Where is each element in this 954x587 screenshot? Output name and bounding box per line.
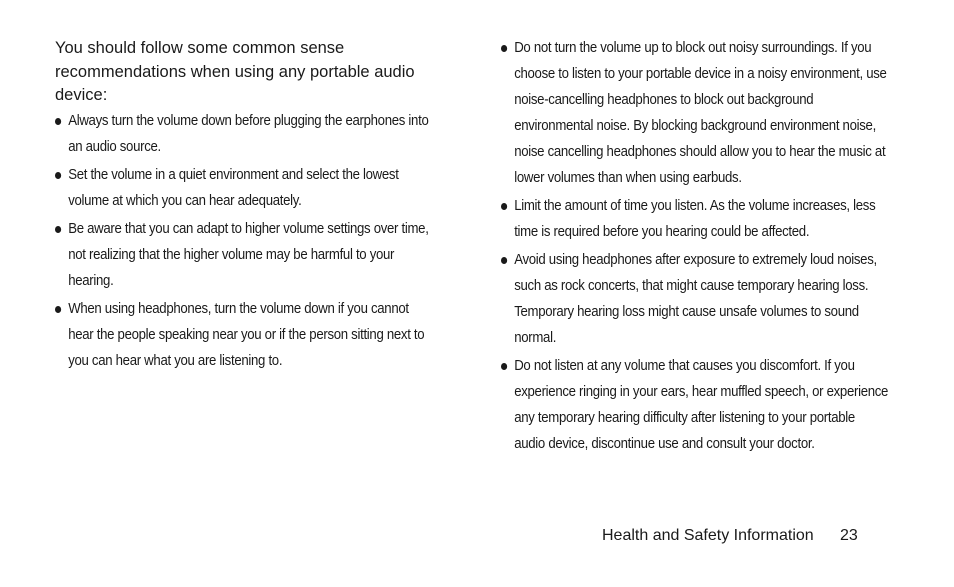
bullet-text: Set the volume in a quiet environment and select the lowest volume at which you can hear adequately. [68,166,399,209]
bullet-item [55,216,432,294]
intro-paragraph: You should follow some common sense recommendations when using any portable audio device: [55,39,415,104]
left-bullet-list [55,108,432,376]
page-number: 23 [840,527,858,544]
bullet-dot-icon [55,118,61,125]
bullet-dot-icon [501,257,507,264]
bullet-dot-icon [55,306,61,313]
bullet-text: Do not turn the volume up to block out noisy surroundings. If you choose to listen to your portable device in a noisy environment, use noise-cancelling headphones to block out background environmental noise. By blocking background environment noise, noise cancelling headphones should allow you to hear the music at lower volumes than when using earbuds. [514,39,887,186]
bullet-item [501,193,888,245]
bullet-item [501,247,888,351]
bullet-dot-icon [501,203,507,210]
bullet-item [501,353,888,457]
right-bullet-list [501,35,888,459]
bullet-text: Always turn the volume down before plugging the earphones into an audio source. [68,112,429,155]
bullet-dot-icon [55,226,61,233]
bullet-text: When using headphones, turn the volume down if you cannot hear the people speaking near you or if the person sitting next to you can hear what you are listening to. [68,300,425,369]
bullet-dot-icon [501,45,507,52]
bullet-text: Limit the amount of time you listen. As the volume increases, less time is required before you hearing could be affected. [514,197,876,240]
footer-section-title: Health and Safety Information [602,527,814,544]
bullet-text: Do not listen at any volume that causes you discomfort. If you experience ringing in your ears, hear muffled speech, or experience any temporary hearing difficulty after listening to your portable audio device, discontinue use and consult your doctor. [514,357,889,452]
bullet-item [55,162,432,214]
bullet-item [501,35,888,191]
bullet-text: Avoid using headphones after exposure to extremely loud noises, such as rock concerts, that might cause temporary hearing loss. Temporary hearing loss might cause unsafe volumes to sound normal. [514,251,877,346]
bullet-item [55,108,432,160]
bullet-item [55,296,432,374]
bullet-dot-icon [55,172,61,179]
bullet-text: Be aware that you can adapt to higher volume settings over time, not realizing that the higher volume may be harmful to your hearing. [68,220,429,289]
bullet-dot-icon [501,363,507,370]
